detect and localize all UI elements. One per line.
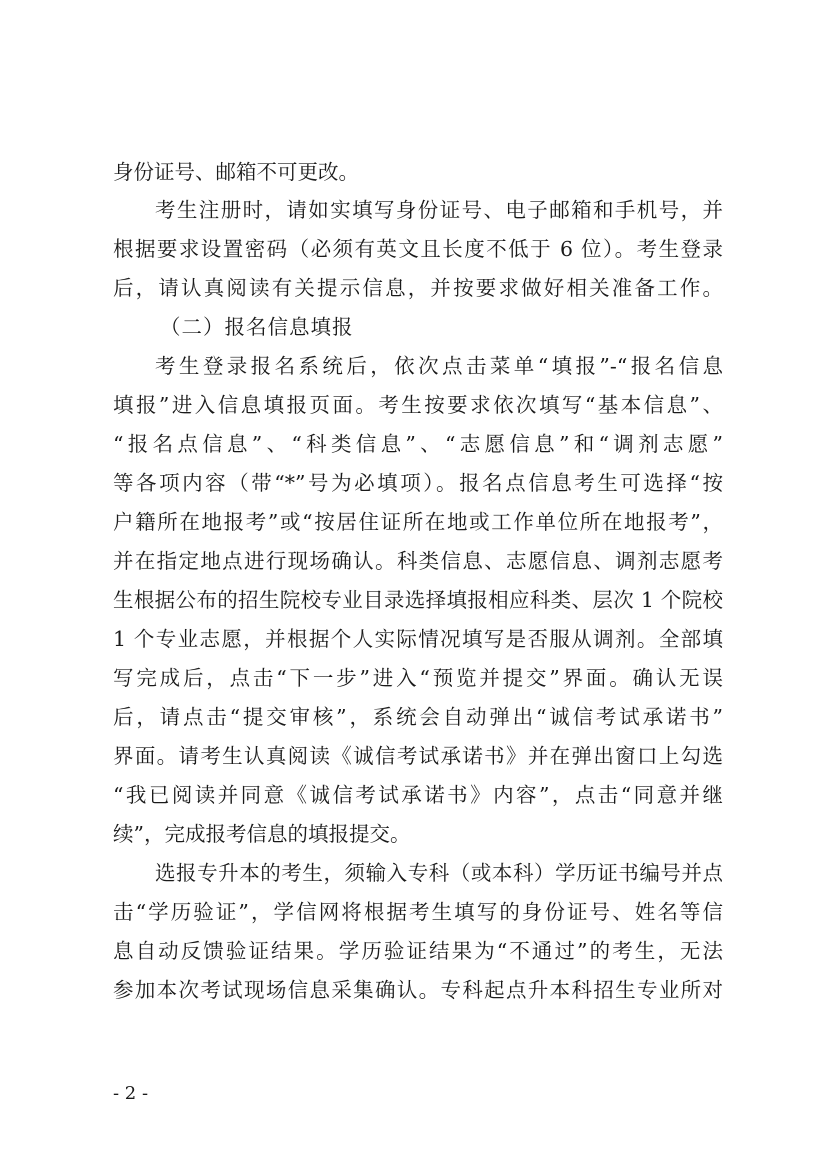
paragraph-line: 界面。请考生认真阅读《诚信考试承诺书》并在弹出窗口上勾选 <box>113 744 723 768</box>
paragraph-line: 考生注册时，请如实填写身份证号、电子邮箱和手机号，并 <box>155 198 723 222</box>
paragraph-line: 生根据公布的招生院校专业目录选择填报相应科类、层次 1 个院校 <box>113 588 723 612</box>
paragraph-line: 等各项内容（带“*”号为必填项）。报名点信息考生可选择“按 <box>113 471 723 495</box>
paragraph-line: 击“学历验证”，学信网将根据考生填写的身份证号、姓名等信 <box>113 900 723 924</box>
paragraph-line: 后，请认真阅读有关提示信息，并按要求做好相关准备工作。 <box>113 276 723 300</box>
paragraph-line: 选报专升本的考生，须输入专科（或本科）学历证书编号并点 <box>155 861 723 885</box>
paragraph-line: “我已阅读并同意《诚信考试承诺书》内容”，点击“同意并继 <box>113 783 723 807</box>
section-heading: （二）报名信息填报 <box>160 315 354 339</box>
paragraph-line: 续”，完成报考信息的填报提交。 <box>113 822 411 846</box>
paragraph-line: 息自动反馈验证结果。学历验证结果为“不通过”的考生，无法 <box>113 939 723 963</box>
paragraph-line: 考生登录报名系统后，依次点击菜单“填报”-“报名信息 <box>155 354 723 378</box>
paragraph-line: “报名点信息”、“科类信息”、“志愿信息”和“调剂志愿” <box>113 432 723 456</box>
paragraph-line: 根据要求设置密码（必须有英文且长度不低于 6 位）。考生登录 <box>113 237 723 261</box>
paragraph-line: 1 个专业志愿，并根据个人实际情况填写是否服从调剂。全部填 <box>113 627 723 651</box>
paragraph-line: 写完成后，点击“下一步”进入“预览并提交”界面。确认无误 <box>113 666 723 690</box>
paragraph-line: 并在指定地点进行现场确认。科类信息、志愿信息、调剂志愿考 <box>113 549 723 573</box>
paragraph-line: 身份证号、邮箱不可更改。 <box>113 160 359 184</box>
page-number: - 2 - <box>113 1083 149 1104</box>
paragraph-line: 后，请点击“提交审核”，系统会自动弹出“诚信考试承诺书” <box>113 705 723 729</box>
paragraph-line: 填报”进入信息填报页面。考生按要求依次填写“基本信息”、 <box>113 393 723 417</box>
paragraph-line: 参加本次考试现场信息采集确认。专科起点升本科招生专业所对 <box>113 978 723 1002</box>
paragraph-line: 户籍所在地报考”或“按居住证所在地或工作单位所在地报考”， <box>113 510 723 534</box>
